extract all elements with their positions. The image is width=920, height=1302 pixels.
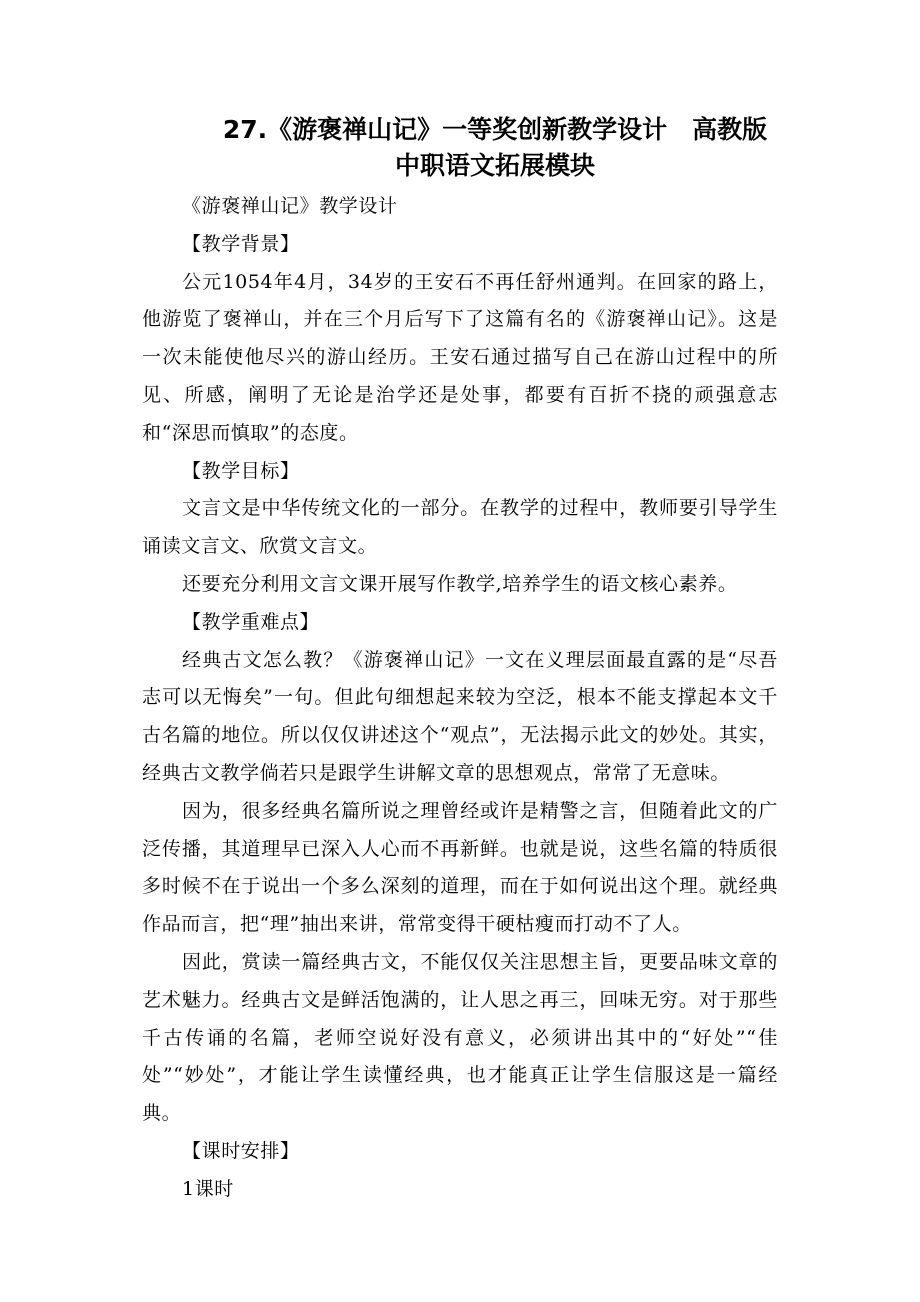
section-heading-key-points: 【教学重难点】: [182, 610, 320, 633]
key-points-paragraph-3: 因此，赏读一篇经典古文，不能仅仅关注思想主旨，更要品味文章的艺术魅力。经典古文是鲜活饱满的，让人思之再三，回味无穷。对于那些千古传诵的名篇，老师空说好没有意义，必须讲出其中的“好处”“佳处”“妙处”，才能让学生读懂经典，也才能真正让学生信服这是一篇经典。: [142, 950, 778, 1125]
goals-paragraph-1: 文言文是中华传统文化的一部分。在教学的过程中，教师要引导学生诵读文言文、欣赏文言文。: [142, 497, 778, 558]
document-subtitle: 《游褒禅山记》教学设计: [182, 195, 398, 217]
goals-paragraph-2: 还要充分利用文言文课开展写作教学,培养学生的语文核心素养。: [182, 572, 738, 595]
section-heading-goals: 【教学目标】: [182, 459, 300, 482]
document-title: 27.《游褒禅山记》一等奖创新教学设计 高教版中职语文拓展模块: [222, 115, 768, 180]
document-body: [142, 188, 778, 1209]
schedule-paragraph: 1课时: [182, 1177, 234, 1200]
key-points-paragraph-1: 经典古文怎么教？《游褒禅山记》一文在义理层面最直露的是“尽吾志可以无悔矣”一句。但此句细想起来较为空泛，根本不能支撑起本文千古名篇的地位。所以仅仅讲述这个“观点”，无法揭示此文的妙处。其实，经典古文教学倘若只是跟学生讲解文章的思想观点，常常了无意味。: [142, 648, 778, 784]
key-points-paragraph-2: 因为，很多经典名篇所说之理曾经或许是精警之言，但随着此文的广泛传播，其道理早已深入人心而不再新鲜。也就是说，这些名篇的特质很多时候不在于说出一个多么深刻的道理，而在于如何说出这个理。就经典作品而言，把“理”抽出来讲，常常变得干硬枯瘦而打动不了人。: [142, 799, 778, 936]
section-heading-background: 【教学背景】: [182, 232, 300, 255]
background-paragraph: 公元1054年4月，34岁的王安石不再任舒州通判。在回家的路上，他游览了褒禅山，并在三个月后写下了这篇有名的《游褒禅山记》。这是一次未能使他尽兴的游山经历。王安石通过描写自己在游山过程中的所见、所感，阐明了无论是治学还是处事，都要有百折不挠的顽强意志和“深思而慎取”的态度。: [142, 270, 778, 444]
section-heading-schedule: 【课时安排】: [182, 1139, 300, 1162]
